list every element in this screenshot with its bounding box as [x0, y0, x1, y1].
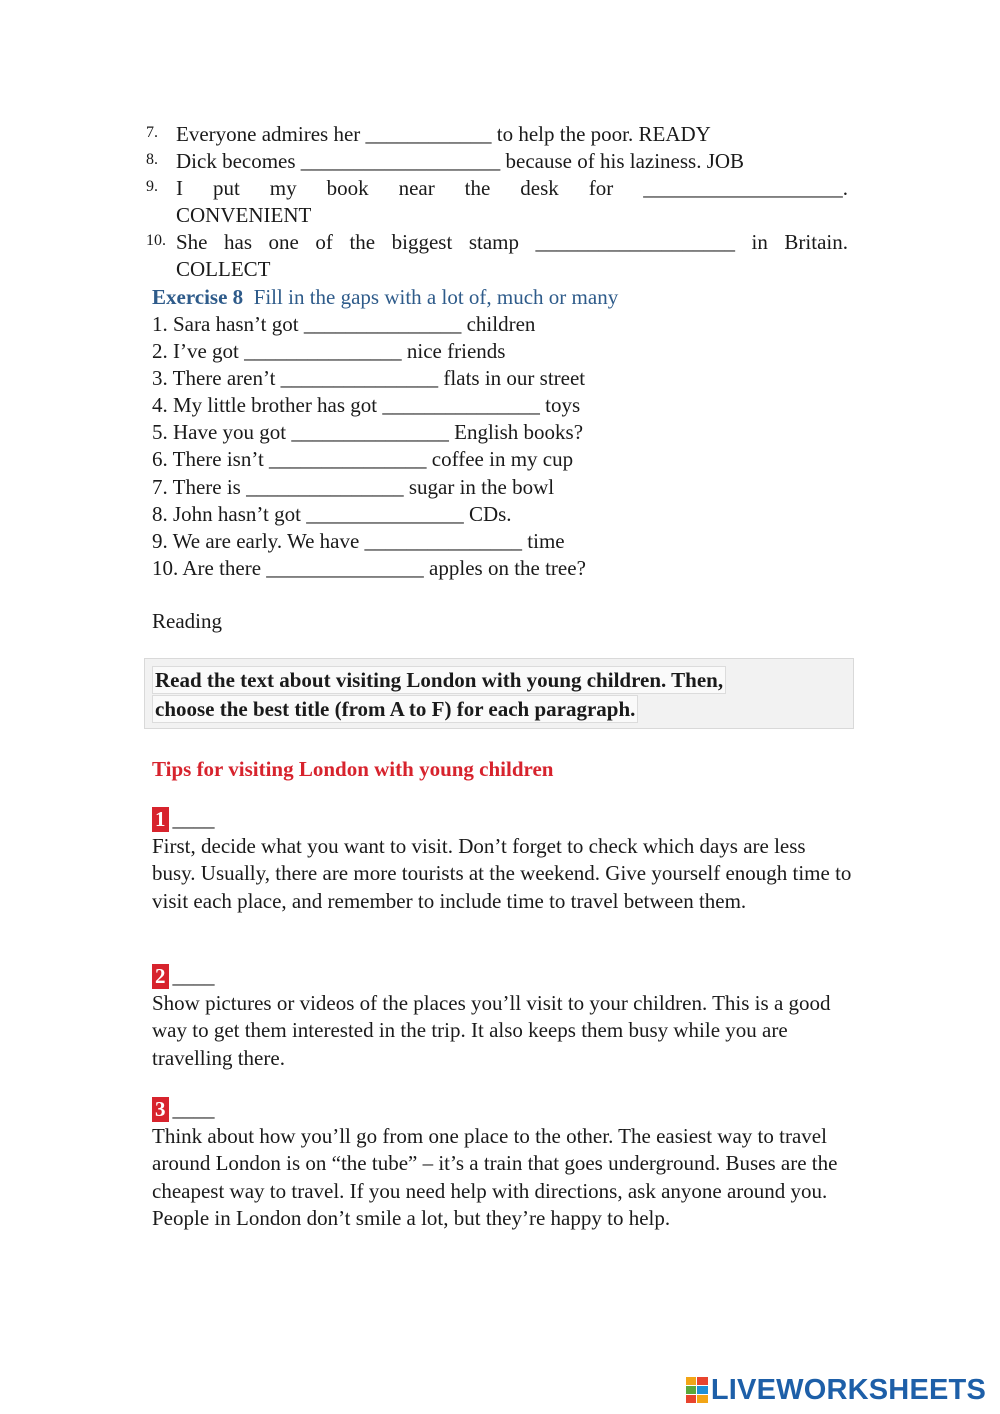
paragraph-header: [152, 963, 852, 990]
list-item: 9. We are early. We have _______________ time: [152, 528, 565, 553]
paragraph-number: 3: [152, 1097, 169, 1122]
item-number: 10.: [146, 232, 166, 249]
title-answer-blank[interactable]: ____: [172, 964, 215, 988]
paragraph-2: [152, 963, 852, 1072]
list-item: 1. Sara hasn’t got _______________ children: [152, 312, 536, 336]
instruction-line-1: Read the text about visiting London with young children. Then,: [152, 666, 726, 694]
exercise8-instruction: Fill in the gaps with a lot of, much or many: [253, 285, 619, 309]
paragraph-header: [152, 806, 852, 833]
list-item: 10. Are there _______________ apples on the tree?: [152, 555, 586, 580]
exercise8-heading: [152, 284, 618, 311]
item-answer-word: COLLECT: [176, 257, 271, 281]
list-item: 4. My little brother has got _______________ toys: [152, 393, 581, 418]
reading-label: Reading: [152, 609, 222, 633]
exercise7-item-9: [146, 175, 848, 229]
instruction-line-2: choose the best title (from A to F) for each paragraph.: [152, 695, 638, 723]
exercise7-item-10: [146, 229, 848, 283]
paragraph-number: 2: [152, 964, 169, 989]
item-number: 7.: [146, 124, 158, 141]
liveworksheets-logo-icon: [686, 1377, 708, 1403]
list-item: 7. There is _______________ sugar in the bowl: [152, 474, 555, 499]
paragraph-text: Think about how you’ll go from one place to the other. The easiest way to travel around London is on “the tube” – it’s a train that goes underground. Buses are the cheapest way to travel. If you need help with directions, ask anyone around you. People in London don’t smile a lot, but they’re happy to help.: [152, 1124, 838, 1230]
item-number: 8.: [146, 151, 158, 168]
exercise7-item-7: [146, 121, 848, 148]
paragraph-text: First, decide what you want to visit. Don’t forget to check which days are less busy. Usually, there are more tourists at the weekend. Give yourself enough time to visit each place, and remember to include time to travel between them.: [152, 834, 852, 913]
list-item: 8. John hasn’t got _______________ CDs.: [152, 501, 512, 526]
reading-instruction-box: [144, 658, 854, 729]
paragraph-header: [152, 1096, 852, 1123]
paragraph-1: [152, 806, 852, 915]
item-text: She has one of the biggest stamp ___________________ in Britain.: [176, 230, 848, 254]
list-item: 5. Have you got _______________ English books?: [152, 420, 584, 445]
item-answer-word: CONVENIENT: [176, 203, 312, 227]
paragraph-number: 1: [152, 807, 169, 832]
item-text: Dick becomes ___________________ because of his laziness. JOB: [176, 149, 745, 173]
list-item: 6. There isn’t _______________ coffee in my cup: [152, 447, 574, 472]
liveworksheets-logo-text: LIVEWORKSHEETS: [710, 1373, 986, 1406]
item-number: 9.: [146, 178, 158, 195]
exercise8-label: Exercise 8: [152, 285, 244, 309]
list-item: 2. I’ve got _______________ nice friends: [152, 339, 506, 364]
title-answer-blank[interactable]: ____: [172, 807, 215, 831]
reading-title: Tips for visiting London with young children: [152, 757, 554, 781]
liveworksheets-logo[interactable]: [686, 1373, 986, 1407]
exercise8-list: [152, 311, 586, 582]
title-answer-blank[interactable]: ____: [172, 1097, 215, 1121]
paragraph-text: Show pictures or videos of the places you’ll visit to your children. This is a good way to get them interested in the trip. It also keeps them busy while you are travelling there.: [152, 991, 831, 1070]
item-text: I put my book near the desk for ___________________.: [176, 176, 848, 200]
paragraph-3: [152, 1096, 852, 1232]
item-text: Everyone admires her ____________ to help the poor. READY: [176, 122, 711, 146]
list-item: 3. There aren’t _______________ flats in our street: [152, 366, 586, 391]
exercise7-item-8: [146, 148, 848, 175]
